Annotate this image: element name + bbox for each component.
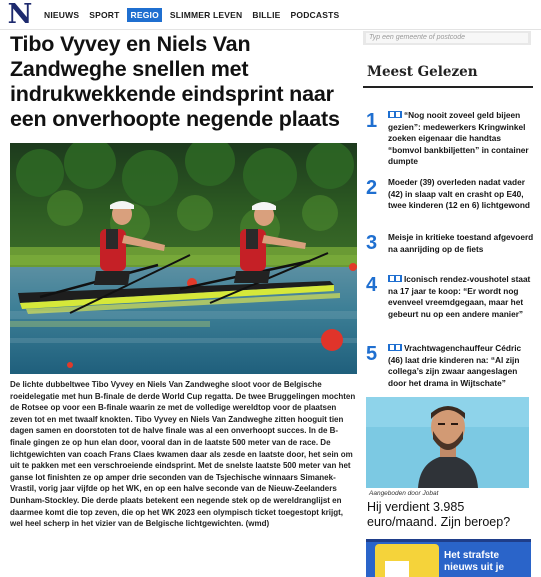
most-read-item[interactable] xyxy=(366,177,534,212)
rank-number: 1 xyxy=(366,110,378,132)
most-read-item[interactable] xyxy=(366,274,534,320)
most-read-divider xyxy=(363,86,533,88)
plus-icon xyxy=(388,275,402,282)
promo-banner[interactable] xyxy=(366,539,531,577)
nav-item-slimmer-leven[interactable]: SLIMMER LEVEN xyxy=(169,10,243,20)
promo-banner-text: Het strafste nieuws uit je xyxy=(444,550,505,573)
rank-headline-text: Vrachtwagenchauffeur Cédric (46) laat drie kinderen na: “Al zijn collega’s zijn zwaar aangeslagen door het drama in Wijtschate” xyxy=(388,343,522,388)
rank-number: 2 xyxy=(366,177,378,199)
rank-headline xyxy=(388,274,534,320)
rank-headline-text: Iconisch rendez-voushotel staat na 17 jaar te koop: “Er wordt nog evenveel vreemdgegaan, maar het gebeurt nu op een andere manier” xyxy=(388,274,531,319)
location-search-input[interactable]: Typ een gemeente of postcode xyxy=(366,33,528,43)
rank-number: 5 xyxy=(366,343,378,365)
nav-item-billie[interactable]: BILLIE xyxy=(252,10,281,20)
ad-sponsor-label: Aangeboden door Jobat xyxy=(369,490,439,497)
rank-headline xyxy=(388,110,534,168)
nav-item-regio[interactable]: REGIO xyxy=(127,8,161,22)
promo-banner-topline xyxy=(366,539,531,542)
plus-icon xyxy=(388,344,402,351)
brand-logo[interactable] xyxy=(4,2,36,28)
article-body: De lichte dubbeltwee Tibo Vyvey en Niels Van Zandweghe sloot voor de Belgische roeidelegatie met hun B-finale de derde World Cup regatta. De twee Bruggelingen mochten de Rotsee op voor een B-finale waarin ze met de volledige wereldtop voor de plaatsen zeven tot en met twaalf knokten. Tibo Vyvey en Niels Van Zandweghe zitten hooguit tien dagen samen en doorstoten tot de halve finale was al een onverhoopt succes. In de B-finale gingen ze op hun elan door, vooral dan in de laatste 500 meter van de race. De lichtgewichten van coach Frans Claes kwamen daar als zesde en laatste door, het sein om uit te pakken met een verschroeiende eindsprint. Met de snelste laatste 500 meter van het ganse lot finishten ze op amper drie seconden van de Tsjechische winnaars Simanek-Vrastil, vorig jaar vijfde op het WK, en op een halve seconde van de Nieuw-Zeelanders Dunham-Stockley. Die derde plaats betekent een negende stek op de wereldranglijst en daarmee komt die top zeven, die op het WK 2023 een olympisch ticket toegestopt krijgt, wel heel scherp in het vizier van de Belgische lichtgewichten. (wmd) xyxy=(10,380,356,529)
rank-headline xyxy=(388,177,534,212)
nav-item-nieuws[interactable]: NIEUWS xyxy=(44,10,80,20)
nav-item-podcasts[interactable]: PODCASTS xyxy=(290,10,340,20)
top-navigation xyxy=(0,0,541,30)
article-headline: Tibo Vyvey en Niels Van Zandweghe snellen met indrukwekkende eindsprint naar een onverhoopte negende plaats xyxy=(10,32,340,131)
sponsored-ad-image[interactable] xyxy=(366,397,529,488)
nav-menu xyxy=(42,8,341,22)
ad-title[interactable]: Hij verdient 3.985 euro/maand. Zijn beroep? xyxy=(367,500,511,529)
rank-headline xyxy=(388,343,534,389)
rank-number: 4 xyxy=(366,274,378,296)
brand-logo-letter: N xyxy=(7,0,33,30)
rank-number: 3 xyxy=(366,232,378,254)
most-read-title: Meest Gelezen xyxy=(367,64,478,80)
article-photo xyxy=(10,143,357,374)
rank-headline xyxy=(388,232,534,255)
rank-headline-text: Meisje in kritieke toestand afgevoerd na aanrijding op de fiets xyxy=(388,232,534,254)
most-read-item[interactable] xyxy=(366,110,534,168)
most-read-item[interactable] xyxy=(366,343,534,389)
most-read-item[interactable] xyxy=(366,232,534,255)
rank-headline-text: Moeder (39) overleden nadat vader (42) in slaap valt en crasht op E40, twee kinderen (12 en 6) lichtgewond xyxy=(388,177,530,210)
qr-code-icon xyxy=(385,561,409,577)
plus-icon xyxy=(388,111,402,118)
nav-item-sport[interactable]: SPORT xyxy=(89,10,120,20)
rank-headline-text: “Nog nooit zoveel geld bijeen gezien”: medewerkers Kringwinkel zoeken eigenaar die handtas “bomvol bankbiljetten” in container dumpte xyxy=(388,110,529,166)
